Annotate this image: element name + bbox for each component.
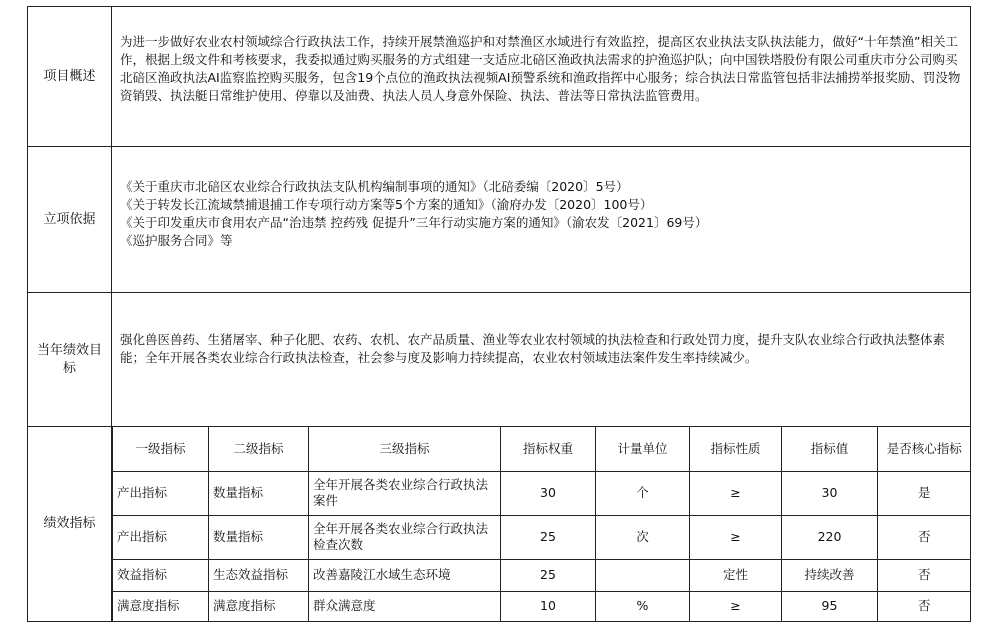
header-unit: 计量单位 — [596, 427, 690, 471]
cell-weight: 30 — [501, 471, 596, 515]
cell-unit: 次 — [596, 515, 690, 559]
basis-item: 《关于重庆市北碚区农业综合行政执法支队机构编制事项的通知》（北碚委编〔2020〕5号） — [120, 179, 629, 194]
cell-nature: 定性 — [690, 559, 782, 591]
header-level1: 一级指标 — [113, 427, 209, 471]
cell-core: 否 — [878, 515, 971, 559]
header-core: 是否核心指标 — [878, 427, 971, 471]
basis-cell — [112, 147, 970, 292]
cell-level3: 全年开展各类农业综合行政执法检查次数 — [309, 515, 501, 559]
table-row — [113, 591, 971, 621]
basis-item: 《巡护服务合同》等 — [120, 233, 233, 248]
cell-level1: 产出指标 — [113, 471, 209, 515]
cell-level3: 改善嘉陵江水域生态环境 — [309, 559, 501, 591]
cell-level2: 数量指标 — [209, 515, 309, 559]
cell-weight: 25 — [501, 559, 596, 591]
cell-nature: ≥ — [690, 471, 782, 515]
cell-level1: 产出指标 — [113, 515, 209, 559]
project-form — [27, 6, 971, 622]
header-nature: 指标性质 — [690, 427, 782, 471]
cell-unit — [596, 559, 690, 591]
overview-label: 项目概述 — [28, 7, 112, 146]
cell-nature: ≥ — [690, 591, 782, 621]
overview-row — [28, 7, 970, 147]
annual-goal-label: 当年绩效目标 — [28, 293, 112, 426]
metrics-header-row — [113, 427, 971, 471]
basis-row — [28, 147, 970, 293]
cell-unit: 个 — [596, 471, 690, 515]
cell-value: 220 — [782, 515, 878, 559]
metrics-label: 绩效指标 — [28, 427, 112, 621]
basis-label: 立项依据 — [28, 147, 112, 292]
cell-value: 30 — [782, 471, 878, 515]
header-level3: 三级指标 — [309, 427, 501, 471]
annual-goal-text: 强化兽医兽药、生猪屠宰、种子化肥、农药、农机、农产品质量、渔业等农业农村领域的执法检查和行政处罚力度，提升支队农业综合行政执法整体素能；全年开展各类农业综合行政执法检查，社会参与度及影响力持续提高，农业农村领域违法案件发生率持续减少。 — [120, 332, 946, 365]
cell-weight: 10 — [501, 591, 596, 621]
cell-unit: % — [596, 591, 690, 621]
cell-core: 否 — [878, 559, 971, 591]
basis-item: 《关于转发长江流域禁捕退捕工作专项行动方案等5个方案的通知》（渝府办发〔2020〕100号） — [120, 197, 653, 212]
table-row — [113, 515, 971, 559]
basis-list — [120, 178, 964, 250]
table-row — [113, 559, 971, 591]
header-level2: 二级指标 — [209, 427, 309, 471]
cell-level2: 数量指标 — [209, 471, 309, 515]
cell-value: 95 — [782, 591, 878, 621]
metrics-table — [112, 427, 971, 621]
overview-text: 为进一步做好农业农村领域综合行政执法工作，持续开展禁渔巡护和对禁渔区水域进行有效监控，提高区农业执法支队执法能力，做好“十年禁渔”相关工作，根据上级文件和考核要求，我委拟通过购买服务的方式组建一支适应北碚区渔政执法需求的护渔巡护队；向中国铁塔股份有限公司重庆市分公司购买北碚区渔政执法AI监察监控购买服务，包含19个点位的渔政执法视频AI预警系统和渔政指挥中心服务；综合执法日常监管包括非法捕捞举报奖励、罚没物资销毁、执法艇日常维护使用、停靠以及油费、执法人员人身意外保险、执法、普法等日常执法监管费用。 — [120, 34, 961, 103]
annual-goal-cell — [112, 293, 970, 426]
cell-weight: 25 — [501, 515, 596, 559]
header-value: 指标值 — [782, 427, 878, 471]
overview-cell — [112, 7, 970, 146]
table-row — [113, 471, 971, 515]
cell-level2: 生态效益指标 — [209, 559, 309, 591]
cell-level3: 全年开展各类农业综合行政执法案件 — [309, 471, 501, 515]
metrics-row — [28, 427, 970, 621]
header-weight: 指标权重 — [501, 427, 596, 471]
cell-level2: 满意度指标 — [209, 591, 309, 621]
basis-item: 《关于印发重庆市食用农产品“治违禁 控药残 促提升”三年行动实施方案的通知》（渝农发〔2021〕69号） — [120, 215, 708, 230]
cell-level3: 群众满意度 — [309, 591, 501, 621]
annual-goal-row — [28, 293, 970, 427]
cell-level1: 效益指标 — [113, 559, 209, 591]
cell-nature: ≥ — [690, 515, 782, 559]
cell-level1: 满意度指标 — [113, 591, 209, 621]
cell-core: 否 — [878, 591, 971, 621]
cell-value: 持续改善 — [782, 559, 878, 591]
cell-core: 是 — [878, 471, 971, 515]
